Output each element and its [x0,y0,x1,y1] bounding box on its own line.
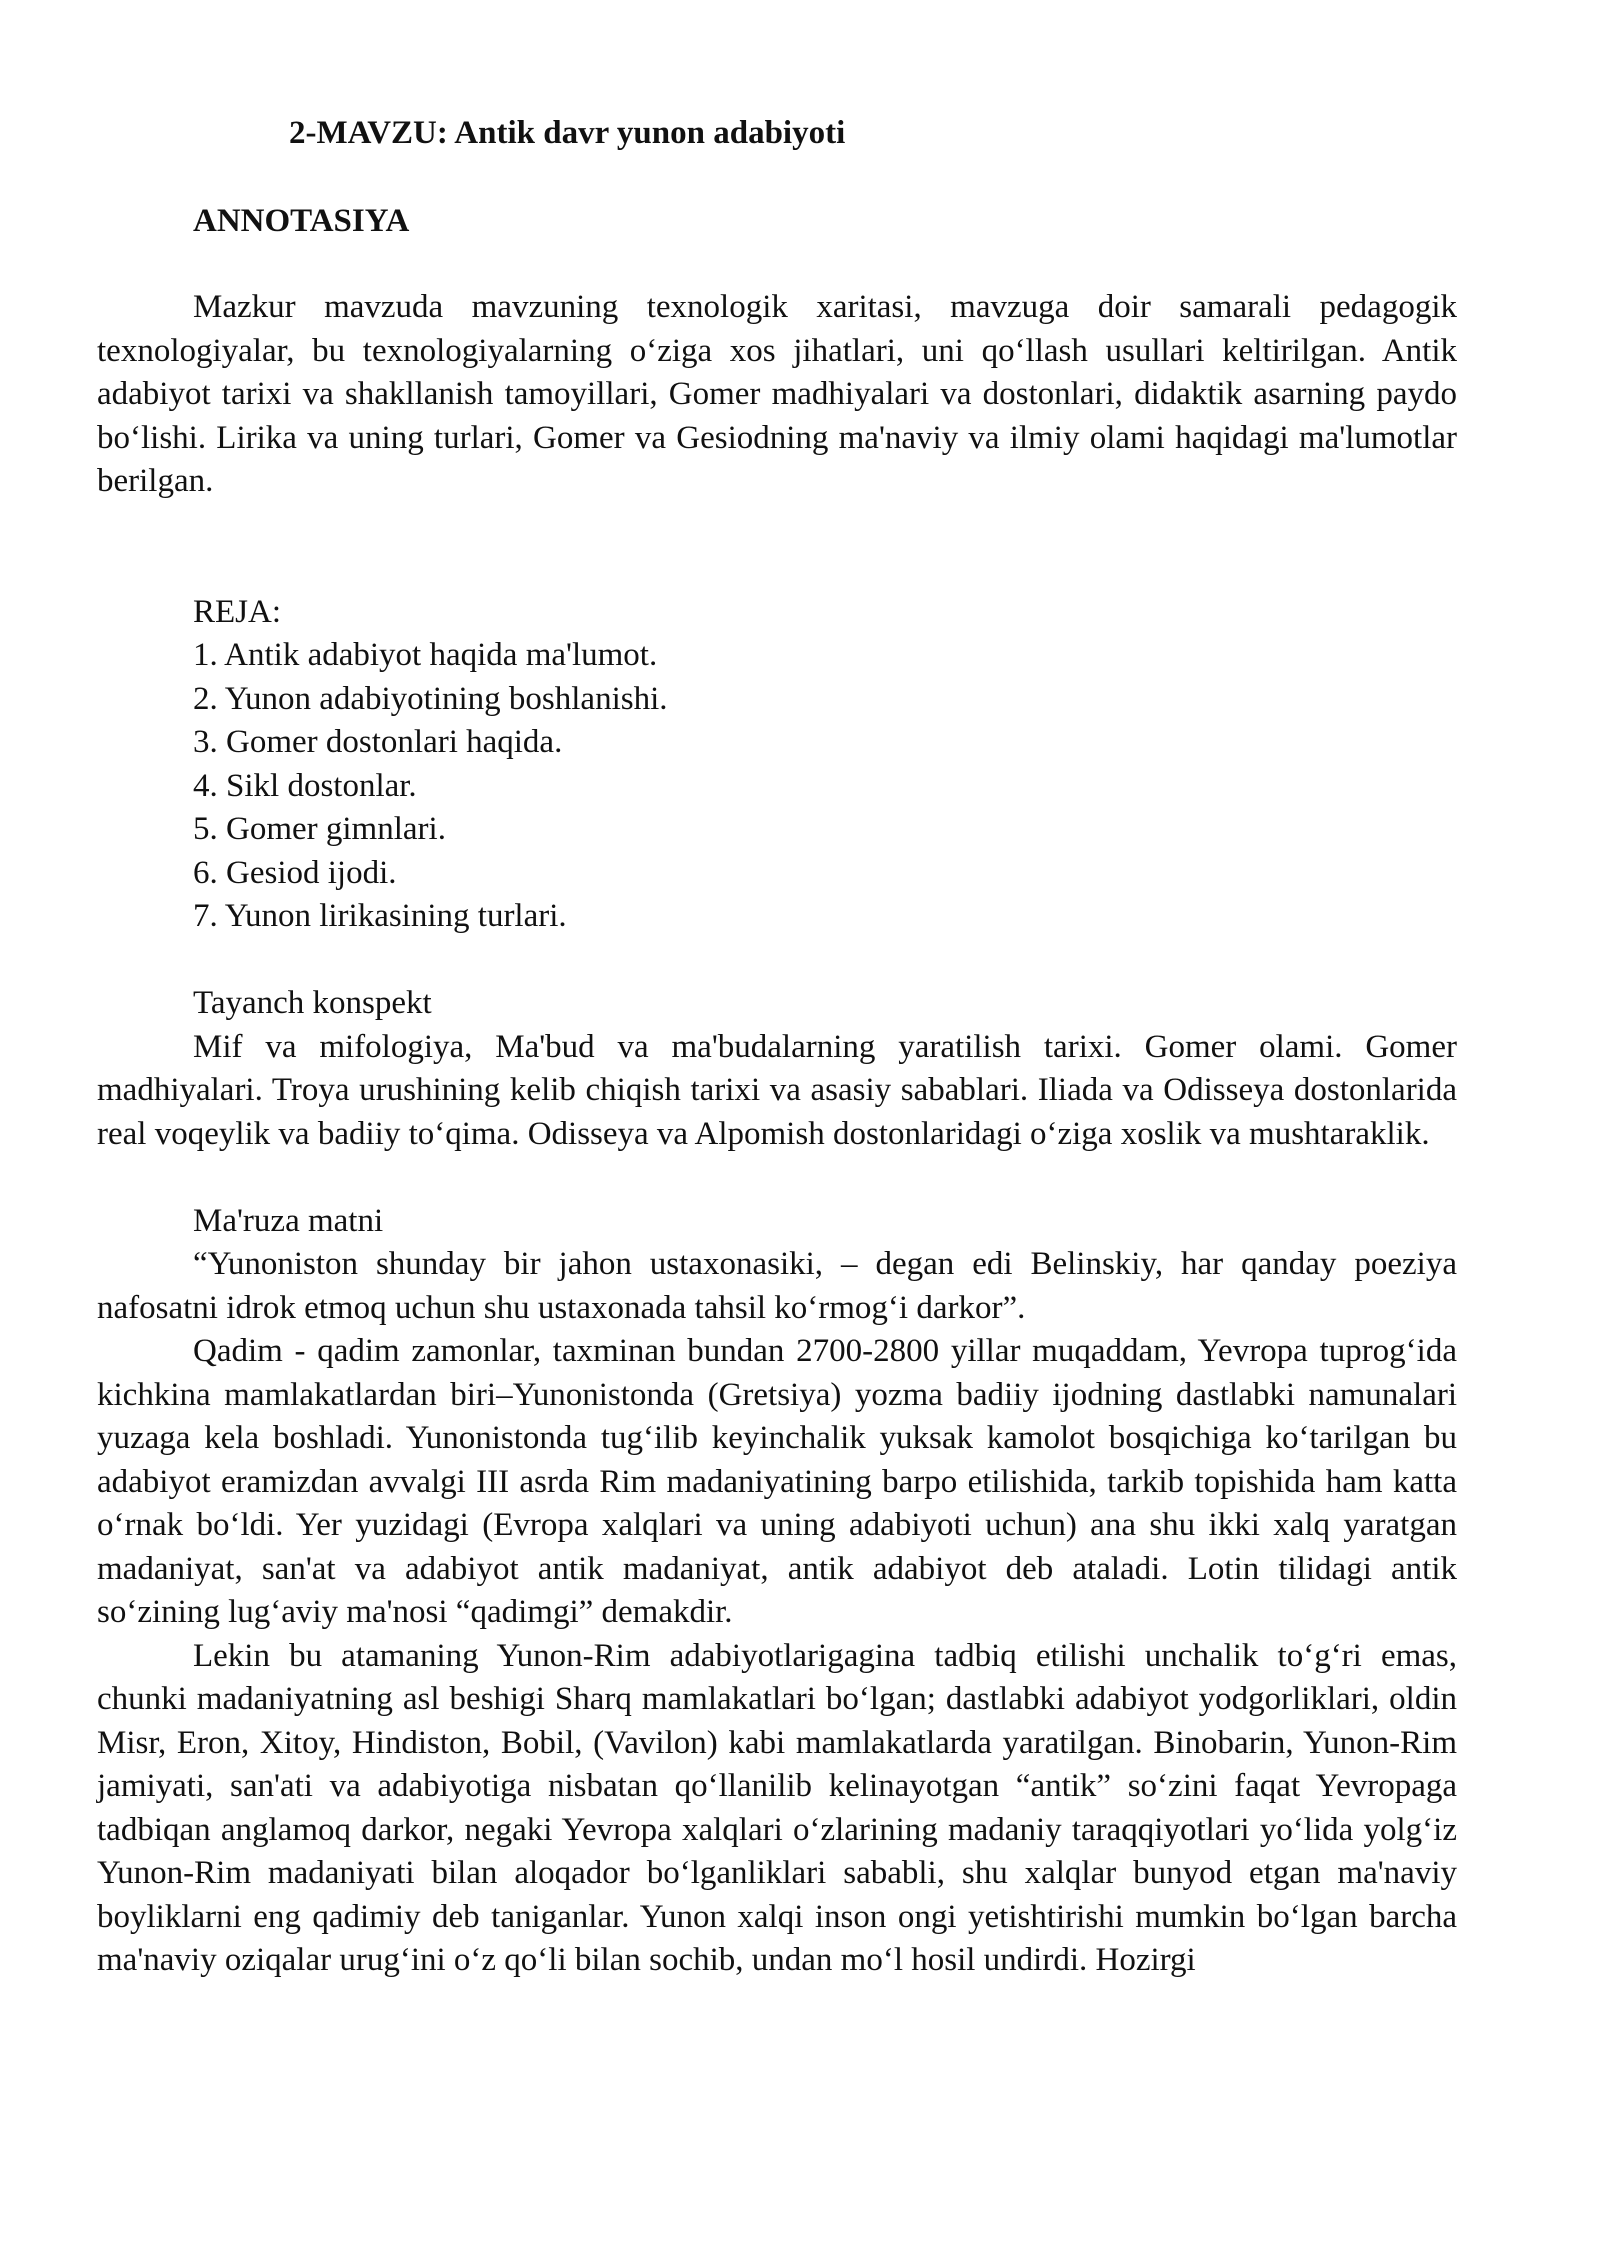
plan-item: 4. Sikl dostonlar. [193,767,417,804]
document-page [97,112,1457,1983]
spacer [97,1156,1457,1200]
plan-list [97,634,1457,939]
annotation-text: Mazkur mavzuda mavzuning texnologik xaritasi, mavzuga doir samarali pedagogik texnologiyalar, bu texnologiyalarning o‘ziga xos jihatlari, uni qo‘llash usullari keltirilgan. Antik adabiyot tarixi va shakllanish tamoyillari, Gomer madhiyalari va dostonlari, didaktik asarning paydo bo‘lishi. Lirika va uning turlari, Gomer va Gesiodning ma'naviy va ilmiy olami haqidagi ma'lumotlar berilgan. [97,289,1457,499]
topic-title: 2-MAVZU: Antik davr yunon adabiyoti [289,115,846,151]
plan-item: 3. Gomer dostonlari haqida. [193,724,563,760]
plan-item: 1. Antik adabiyot haqida ma'lumot. [193,637,658,673]
plan-heading: REJA: [193,593,282,630]
plan-item: 7. Yunon lirikasining turlari. [193,898,567,934]
key-concepts-heading: Tayanch konspekt [193,985,432,1021]
plan-item: 5. Gomer gimnlari. [193,811,446,847]
spacer [97,504,1457,591]
annotation-heading: ANNOTASIYA [193,202,410,239]
plan-item: 2. Yunon adabiyotining boshlanishi. [193,680,668,717]
spacer [97,939,1457,983]
lecture-paragraph: Lekin bu atamaning Yunon-Rim adabiyotlarigagina tadbiq etilishi unchalik to‘g‘ri emas, chunki madaniyatning asl beshigi Sharq mamlakatlari bo‘lgan; dastlabki adabiyot yodgorliklari, oldin Misr, Eron, Xitoy, Hindiston, Bobil, (Vavilon) kabi mamlakatlarda yaratilgan. Binobarin, Yunon-Rim jamiyati, san'ati va adabiyotiga nisbatan qo‘llanilib kelinayotgan “antik” so‘zini faqat Yevropaga tadbiqan anglamoq darkor, negaki Yevropa xalqlari o‘zlarining madaniy taraqqiyotlari yo‘lida yolg‘iz Yunon-Rim madaniyati bilan aloqador bo‘lganliklari sababli, shu xalqlar bunyod etgan ma'naviy boyliklarni eng qadimiy deb taniganlar. Yunon xalqi inson ongi yetishtirishi mumkin bo‘lgan barcha ma'naviy oziqalar urug‘ini o‘z qo‘li bilan sochib, undan mo‘l hosil undirdi. Hozirgi [97,1637,1457,1978]
lecture-paragraph: “Yunoniston shunday bir jahon ustaxonasiki, – degan edi Belinskiy, har qanday poeziya nafosatni idrok etmoq uchun shu ustaxonada tahsil ko‘rmog‘i darkor”. [97,1246,1457,1326]
key-concepts-text: Mif va mifologiya, Ma'bud va ma'budalarning yaratilish tarixi. Gomer olami. Gomer madhiyalari. Troya urushining kelib chiqish tarixi va asasiy sabablari. Iliada va Odisseya dostonlarida real voqeylik va badiiy to‘qima. Odisseya va Alpomish dostonlaridagi o‘ziga xoslik va mushtaraklik. [97,1028,1457,1152]
lecture-heading: Ma'ruza matni [193,1202,384,1239]
plan-item: 6. Gesiod ijodi. [193,854,397,891]
lecture-paragraph: Qadim - qadim zamonlar, taxminan bundan 2700-2800 yillar muqaddam, Yevropa tuprog‘ida kichkina mamlakatlardan biri–Yunonistonda (Gretsiya) yozma badiiy ijodning dastlabki namunalari yuzaga kela boshladi. Yunonistonda tug‘ilib keyinchalik yuksak kamolot bosqichiga ko‘tarilgan bu adabiyot eramizdan avvalgi III asrda Rim madaniyatining barpo etilishida, tarkib topishida ham katta o‘rnak bo‘ldi. Yer yuzidagi (Evropa xalqlari va uning adabiyoti uchun) ana shu ikki xalq yaratgan madaniyat, san'at va adabiyot antik madaniyat, antik adabiyot deb ataladi. Lotin tilidagi antik so‘zining lug‘aviy ma'nosi “qadimgi” demakdir. [97,1333,1457,1630]
